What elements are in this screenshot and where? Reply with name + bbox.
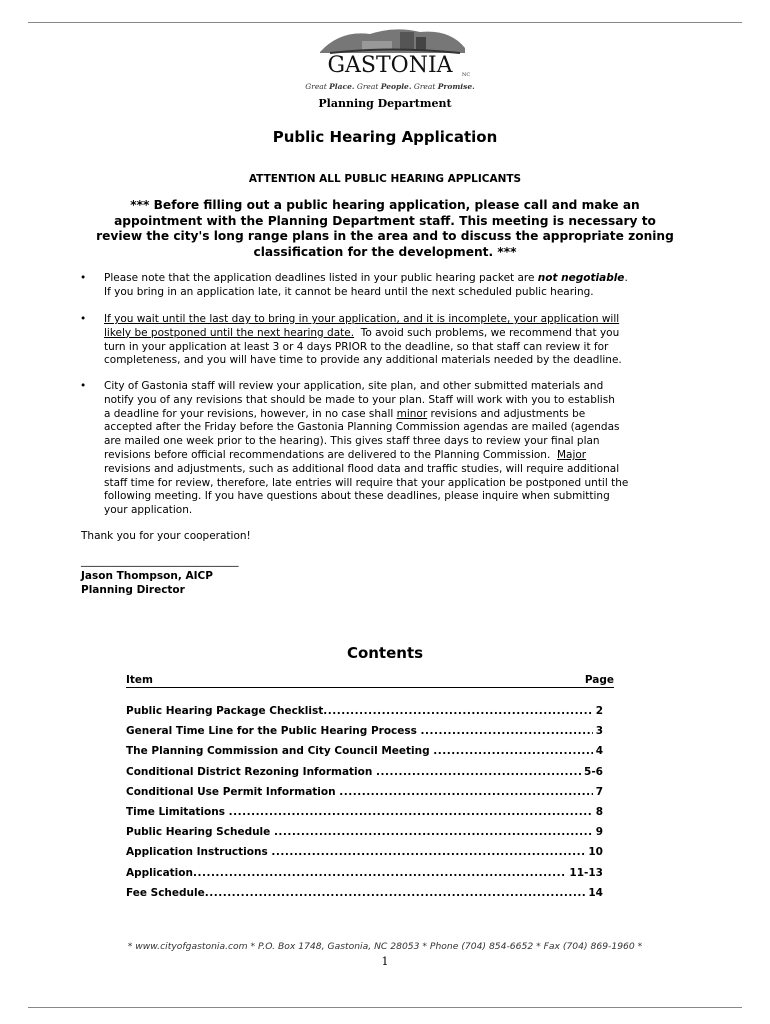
attention-heading: ATTENTION ALL PUBLIC HEARING APPLICANTS [248, 173, 522, 185]
contents-row [126, 721, 603, 741]
contents-item: General Time Line for the Public Hearing Process [126, 725, 421, 738]
contents-page: 10 [588, 846, 603, 859]
col-item: Item [126, 674, 153, 686]
contents-page: 11-13 [569, 866, 603, 879]
appointment-notice: *** Before filling out a public hearing application, please call and make an appointment with the Planning Department staff. This meeting is necessary to review the city's long range plans in the area and to discuss the appropriate zoning classification for the development. *** [96, 198, 674, 259]
page-number: 1 [381, 955, 389, 968]
contents-row [126, 822, 603, 842]
dot-leader [323, 705, 592, 717]
contents-page: 2 [595, 705, 603, 718]
contents-item: Public Hearing Schedule [126, 826, 274, 839]
dot-leader [339, 786, 592, 798]
contents-row [126, 883, 603, 903]
contents-item: Application [126, 866, 193, 879]
page-title: Public Hearing Application [272, 128, 498, 146]
logo-state: NC [462, 72, 471, 78]
dot-leader [193, 867, 566, 879]
contents-page: 5-6 [584, 765, 603, 778]
dot-leader [376, 766, 581, 778]
contents-row [126, 701, 603, 721]
contents-page: 9 [595, 826, 603, 839]
contents-row [126, 842, 603, 862]
tagline: Great Place. Great People. Great Promise. [305, 82, 475, 91]
footer-contact: * www.cityofgastonia.com * P.O. Box 1748, Gastonia, NC 28053 * Phone (704) 854-6652 * Fax (704) 869-1960 * [127, 941, 643, 952]
contents-header [126, 674, 614, 688]
department-name: Planning Department [318, 97, 452, 110]
dot-leader [205, 887, 586, 899]
contents-item: Conditional Use Permit Information [126, 785, 340, 798]
contents-page: 14 [588, 886, 603, 899]
contents-item: Application Instructions [126, 846, 272, 859]
dot-leader [271, 846, 585, 858]
contents-title: Contents [346, 644, 424, 662]
contents-item: Public Hearing Package Checklist [126, 705, 324, 718]
dot-leader [433, 745, 592, 757]
contents-item: Time Limitations [126, 806, 229, 819]
dot-leader [421, 725, 593, 737]
contents-row [126, 762, 603, 782]
gastonia-logo [300, 26, 480, 78]
signature-line: ______________________________ [81, 555, 239, 567]
signer-role: Planning Director [81, 584, 185, 596]
contents-item: The Planning Commission and City Council Meeting [126, 745, 434, 758]
contents-page: 3 [595, 725, 603, 738]
logo-wordmark: GASTONIA [327, 53, 453, 78]
contents-list [126, 701, 603, 903]
contents-row [126, 802, 603, 822]
contents-page: 8 [595, 806, 603, 819]
contents-item: Conditional District Rezoning Information [126, 765, 377, 778]
contents-item: Fee Schedule [126, 886, 205, 899]
col-page: Page [584, 674, 614, 686]
contents-row [126, 741, 603, 761]
contents-page: 4 [595, 745, 603, 758]
dot-leader [229, 806, 593, 818]
dot-leader [274, 826, 593, 838]
contents-row [126, 863, 603, 883]
contents-row [126, 782, 603, 802]
thanks-text: Thank you for your cooperation! [81, 530, 251, 542]
signer-name: Jason Thompson, AICP [81, 570, 213, 582]
contents-page: 7 [595, 785, 603, 798]
